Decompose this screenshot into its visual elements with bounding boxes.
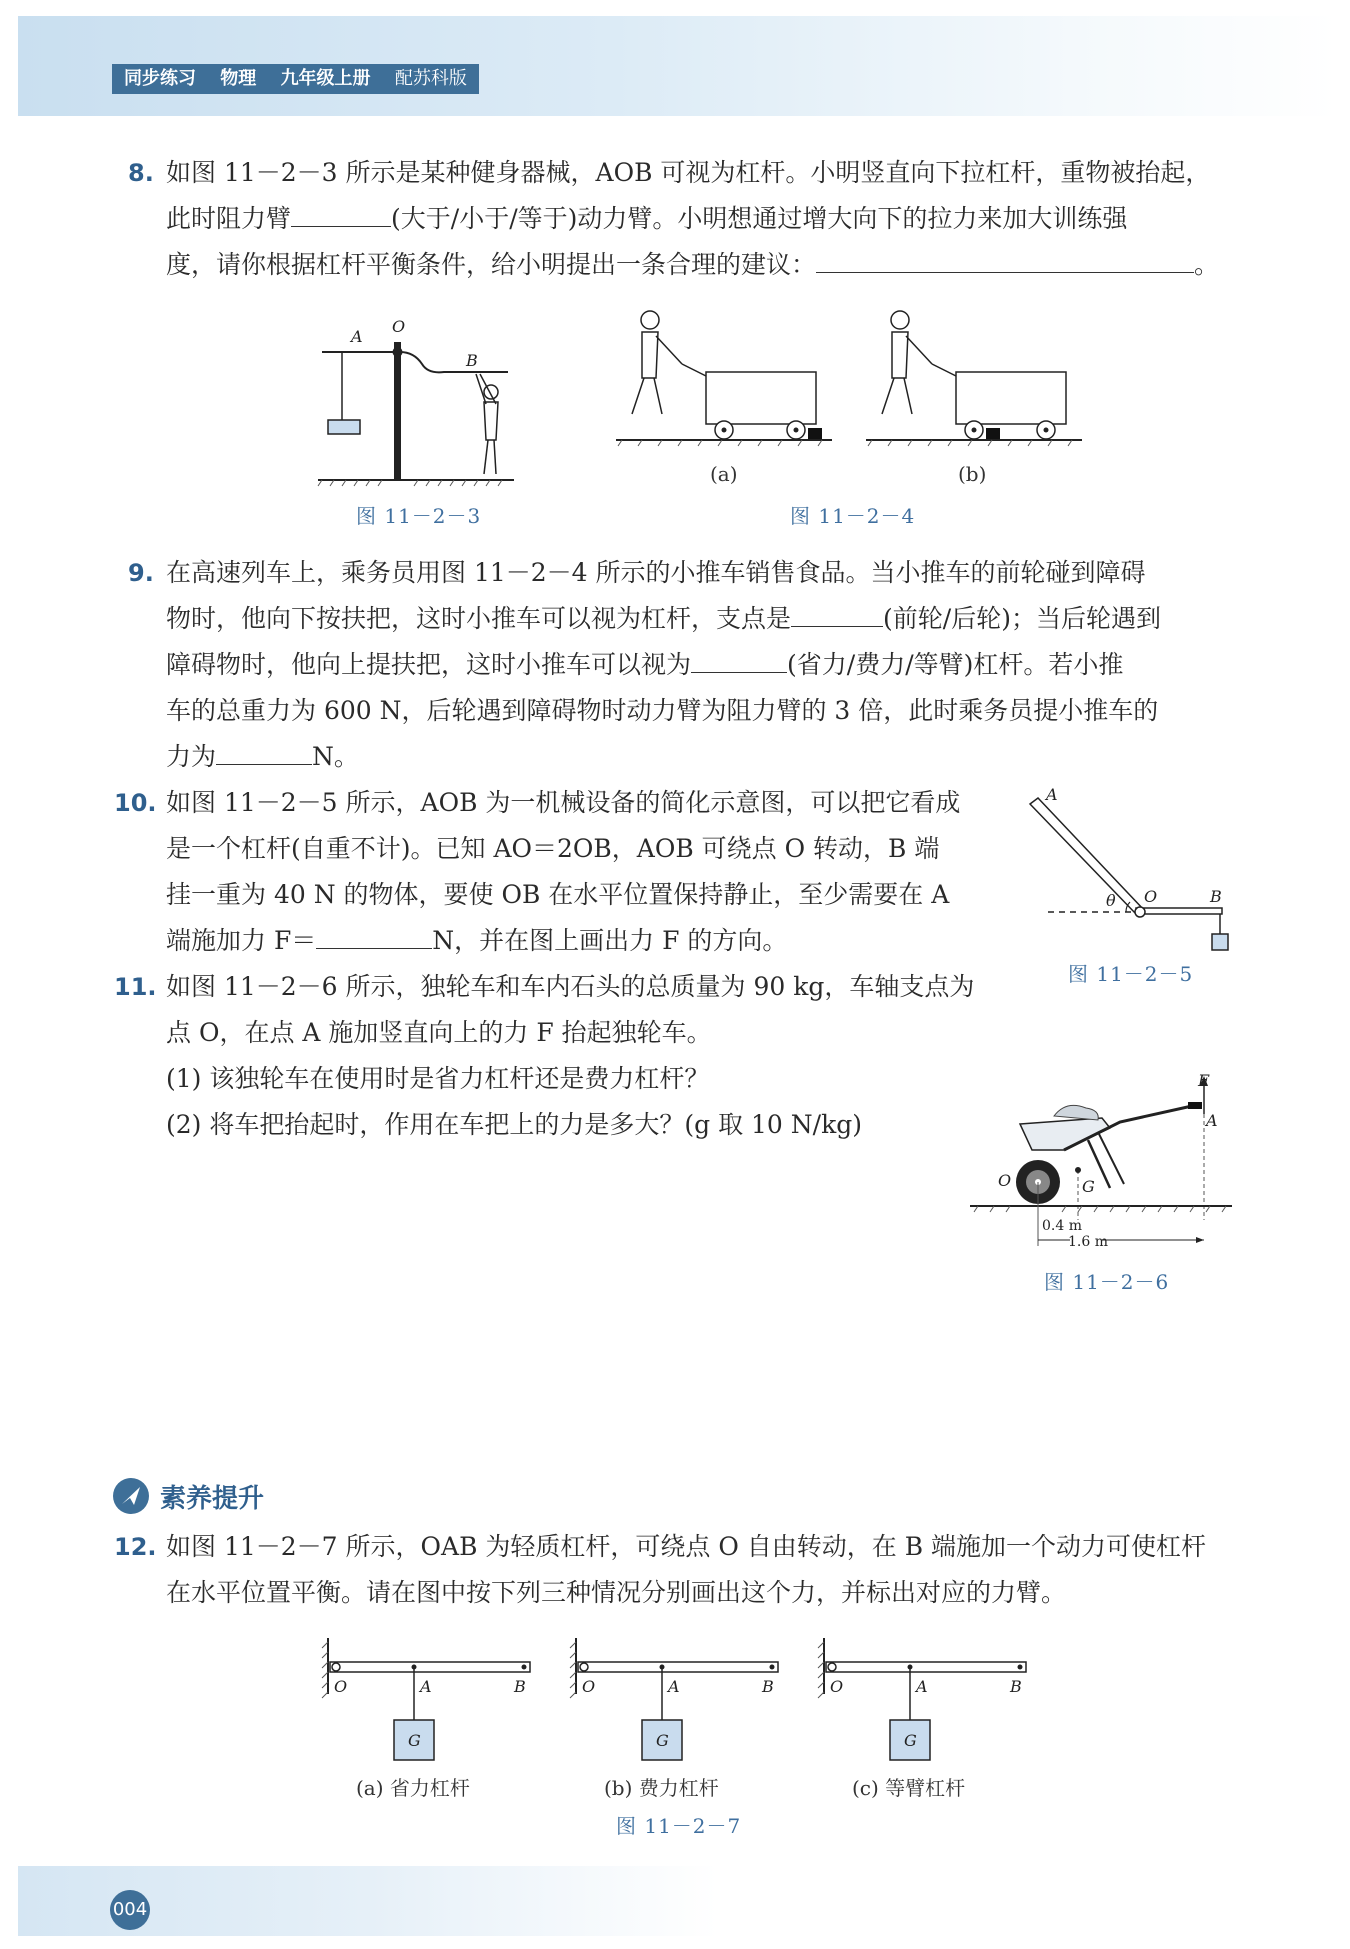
figure-11-2-4-a — [612, 302, 838, 452]
q9-line2: 物时，他向下按扶把，这时小推车可以视为杠杆，支点是 (前轮/后轮)；当后轮遇到 — [166, 596, 1161, 642]
q9-line3: 障碍物时，他向上提扶把，这时小推车可以视为 (省力/费力/等臂)杠杆。若小推 — [166, 642, 1123, 688]
fig1127a-label-b: B — [514, 1677, 526, 1696]
figure-11-2-7-a — [320, 1636, 540, 1766]
q8-blank2[interactable] — [816, 246, 1194, 273]
subject-label: 物理 — [220, 68, 257, 89]
fig1125-label-b: B — [1210, 887, 1222, 906]
section-header — [112, 1474, 264, 1518]
section-title: 素养提升 — [160, 1483, 265, 1514]
fig1123-label-a: A — [351, 327, 363, 346]
fig1127b-sub: (b) 费力杠杆 — [604, 1776, 719, 1800]
q9-line1: 在高速列车上，乘务员用图 11－2－4 所示的小推车销售食品。当小推车的前轮碰到障碍 — [166, 558, 1146, 587]
grade-label: 九年级上册 — [280, 68, 371, 89]
fig1127a-sub: (a) 省力杠杆 — [356, 1776, 470, 1800]
q9-blank2[interactable] — [691, 646, 787, 673]
fig1126-label-a: A — [1206, 1111, 1218, 1130]
q12-number: 12. — [114, 1533, 157, 1561]
q9-line5: 力为 N。 — [166, 734, 359, 780]
fig1123-label-o: O — [392, 317, 406, 336]
q9-number: 9. — [128, 559, 154, 587]
edition-label: 配苏科版 — [394, 68, 467, 89]
fig1125-label-a: A — [1046, 785, 1058, 804]
fig1126-caption: 图 11－2－6 — [1044, 1270, 1170, 1294]
q9-line4: 车的总重力为 600 N，后轮遇到障碍物时动力臂为阻力臂的 3 倍，此时乘务员提小推车的 — [166, 696, 1159, 725]
fig1127c-label-b: B — [1010, 1677, 1022, 1696]
fig1126-dim2: 1.6 m — [1068, 1234, 1108, 1250]
fig1127a-label-a: A — [420, 1677, 432, 1696]
fig1127b-label-a: A — [668, 1677, 680, 1696]
q8-number: 8. — [128, 159, 154, 187]
fig1124-sub-b: (b) — [958, 462, 987, 486]
q10-line4: 端施加力 F＝ N，并在图上画出力 F 的方向。 — [166, 918, 787, 964]
fig1125-label-o: O — [1144, 887, 1158, 906]
q10-line3: 挂一重为 40 N 的物体，要使 OB 在水平位置保持静止，至少需要在 A — [166, 880, 950, 909]
fig1124-caption: 图 11－2－4 — [790, 504, 916, 528]
fig1126-label-f: F — [1198, 1071, 1210, 1090]
q8-line1: 如图 11－2－3 所示是某种健身器械，AOB 可视为杠杆。小明竖直向下拉杠杆，重物被抬起， — [166, 158, 1211, 187]
q8-line2: 此时阻力臂 (大于/小于/等于)动力臂。小明想通过增大向下的拉力来加大训练强 — [166, 196, 1127, 242]
q9-blank1[interactable] — [791, 600, 883, 627]
figure-11-2-5 — [1030, 785, 1240, 958]
q8-line3: 度，请你根据杠杆平衡条件，给小明提出一条合理的建议： 。 — [166, 242, 1219, 288]
figure-11-2-6 — [970, 1070, 1236, 1260]
fig1124-sub-a: (a) — [710, 462, 738, 486]
q11-sub2: (2) 将车把抬起时，作用在车把上的力是多大？(g 取 10 N/kg) — [166, 1110, 862, 1139]
fig1127a-label-o: O — [334, 1677, 348, 1696]
fig1127a-label-g: G — [408, 1731, 421, 1750]
q10-line2: 是一个杠杆(自重不计)。已知 AO＝2OB，AOB 可绕点 O 转动，B 端 — [166, 834, 940, 863]
q11-sub1: (1) 该独轮车在使用时是省力杠杆还是费力杠杆？ — [166, 1064, 710, 1093]
fig1127b-label-b: B — [762, 1677, 774, 1696]
fig1126-label-o: O — [998, 1171, 1012, 1190]
figure-11-2-7-c — [816, 1636, 1036, 1766]
fig1127b-label-o: O — [582, 1677, 596, 1696]
book-header — [112, 64, 479, 94]
figure-11-2-4-b — [862, 302, 1088, 452]
fig1123-caption: 图 11－2－3 — [356, 504, 482, 528]
page-number: 004 — [110, 1890, 150, 1930]
fig1125-label-theta: θ — [1106, 891, 1116, 910]
q12-line2: 在水平位置平衡。请在图中按下列三种情况分别画出这个力，并标出对应的力臂。 — [166, 1578, 1067, 1607]
q9-blank3[interactable] — [216, 738, 312, 765]
fig1126-label-g: G — [1082, 1177, 1095, 1196]
q10-blank1[interactable] — [316, 922, 432, 949]
fig1125-caption: 图 11－2－5 — [1068, 962, 1194, 986]
fig1127-caption: 图 11－2－7 — [616, 1814, 742, 1838]
fig1127c-label-o: O — [830, 1677, 844, 1696]
fig1123-label-b: B — [466, 351, 478, 370]
fig1127c-label-g: G — [904, 1731, 917, 1750]
q10-number: 10. — [114, 789, 157, 817]
fig1127c-label-a: A — [916, 1677, 928, 1696]
q11-line2: 点 O，在点 A 施加竖直向上的力 F 抬起独轮车。 — [166, 1018, 712, 1047]
figure-11-2-7-b — [568, 1636, 788, 1766]
q12-line1: 如图 11－2－7 所示，OAB 为轻质杠杆，可绕点 O 自由转动，在 B 端施加一个动力可使杠杆 — [166, 1532, 1207, 1561]
person-pulling — [476, 374, 498, 474]
q10-line1: 如图 11－2－5 所示，AOB 为一机械设备的简化示意图，可以把它看成 — [166, 788, 961, 817]
q11-line1: 如图 11－2－6 所示，独轮车和车内石头的总质量为 90 kg，车轴支点为 — [166, 972, 975, 1001]
book-title: 同步练习 — [124, 68, 196, 89]
fig1126-dim1: 0.4 m — [1042, 1218, 1082, 1234]
q11-number: 11. — [114, 973, 157, 1001]
fig1127b-label-g: G — [656, 1731, 669, 1750]
q8-blank1[interactable] — [291, 200, 391, 227]
rocket-icon — [112, 1477, 150, 1515]
fig1127c-sub: (c) 等臂杠杆 — [852, 1776, 966, 1800]
figure-11-2-3 — [318, 312, 518, 492]
